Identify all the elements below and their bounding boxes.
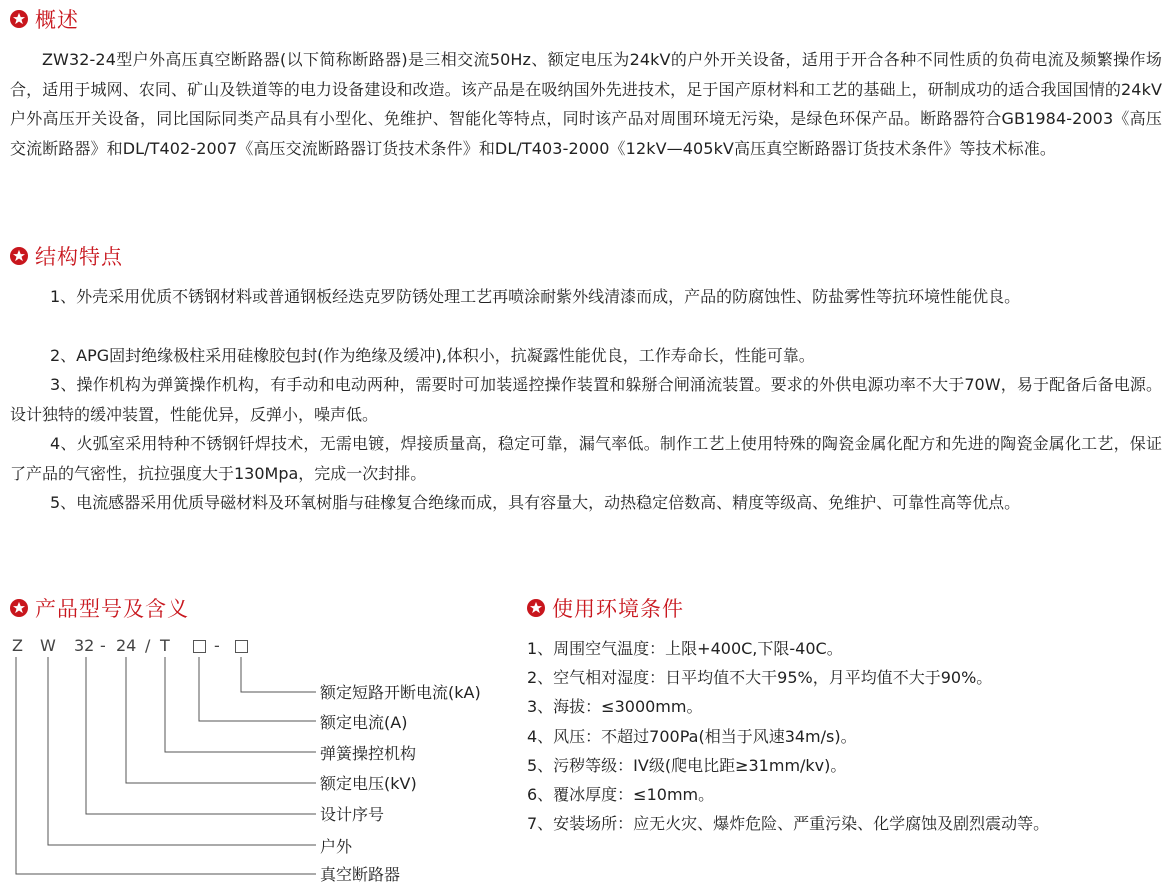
legend-design-no: 设计序号 — [320, 805, 385, 824]
structure-heading-text: 结构特点 — [35, 245, 123, 269]
code-voltage: 24 — [116, 636, 137, 655]
code-design-no: 32 — [74, 636, 95, 655]
star-icon — [10, 10, 28, 28]
overview-heading-text: 概述 — [35, 8, 79, 32]
model-heading-text: 产品型号及含义 — [35, 597, 189, 621]
list-item: 2、空气相对湿度：日平均值不大干95%，月平均值不大于90%。 — [527, 668, 993, 688]
code-w: W — [40, 636, 56, 655]
list-item: 7、安装场所：应无火灾、爆炸危险、严重污染、化学腐蚀及剧烈震动等。 — [527, 814, 1050, 834]
overview-body: ZW32-24型户外高压真空断路器(以下简称断路器)是三相交流50Hz、额定电压为24kV的户外开关设备，适用于开合各种不同性质的负荷电流及频繁操作场合，适用于城网、农同、矿山及铁道等的电力设备建设和改造。该产品是在吸纳国外先进技术，足于国产原材料和工艺的基础上，研制成功的适合我国国情的24kV户外高压开关设备，同比国际同类产品具有小型化、免维护、智能化等特点，同时该产品对周围环境无污染，是绿色环保产品。断路器符合GB1984-2003《高压交流断路器》和DL/T402-2007《高压交流断路器订货技术条件》和DL/T403-2000《12kV—405kV高压真空断路器订货技术条件》等技术标准。 — [10, 50, 1162, 158]
star-icon — [527, 599, 545, 617]
model-code-diagram — [0, 628, 520, 886]
environment-heading — [527, 594, 684, 622]
structure-item: 3、操作机构为弹簧操作机构，有手动和电动两种，需要时可加装遥控操作装置和躲掰合闸涌流装置。要求的外供电源功率不大于70W，易于配备后备电源。设计独特的缓冲装置，性能优异，反弹小，噪声低。 — [10, 375, 1162, 424]
star-icon — [10, 599, 28, 617]
legend-rated-voltage: 额定电压(kV) — [320, 774, 417, 793]
star-icon — [10, 247, 28, 265]
structure-item: 5、电流感器采用优质导磁材料及环氧树脂与硅橡复合绝缘而成，具有容量大，动热稳定倍数高、精度等级高、免维护、可靠性高等优点。 — [50, 493, 1021, 512]
list-item: 6、覆冰厚度：≤10mm。 — [527, 785, 715, 805]
structure-item: 4、火弧室采用特种不锈钢钎焊技术，无需电镀，焊接质量高，稳定可靠，漏气率低。制作工艺上使用特殊的陶瓷金属化配方和先进的陶瓷金属化工艺，保证了产品的气密性，抗拉强度大于130Mpa，完成一次封排。 — [10, 434, 1162, 483]
list-item: 5、污秽等级：IV级(爬电比距≥31mm/kv)。 — [527, 755, 847, 775]
environment-list — [527, 634, 1049, 838]
environment-heading-text: 使用环境条件 — [552, 597, 684, 621]
code-slash: / — [145, 636, 151, 655]
code-t: T — [160, 636, 170, 655]
overview-heading — [10, 5, 79, 33]
structure-heading — [10, 242, 123, 270]
code-z: Z — [12, 636, 23, 655]
legend-spring-mechanism: 弹簧操控机构 — [320, 744, 417, 763]
code-leader-lines — [0, 628, 320, 886]
list-item: 1、周围空气温度：上限+400C,下限-40C。 — [527, 639, 843, 658]
list-item: 4、风压：不超过700Pa(相当于风速34m/s)。 — [527, 726, 857, 746]
legend-vacuum-breaker: 真空断路器 — [320, 865, 401, 884]
legend-rated-current: 额定电流(A) — [320, 713, 408, 732]
code-dash-2: - — [214, 636, 220, 655]
legend-breaking-current: 额定短路开断电流(kA) — [320, 683, 481, 702]
code-dash: - — [100, 636, 106, 655]
structure-item: 1、外壳采用优质不锈钢材料或普通钢板经迭克罗防锈处理工艺再喷涂耐紫外线清漆而成，产品的防腐蚀性、防盐雾性等抗环境性能优良。 — [50, 287, 1021, 306]
list-item: 3、海拔：≤3000mm。 — [527, 697, 703, 717]
model-heading — [10, 594, 189, 622]
structure-item: 2、APG固封绝缘极柱采用硅橡胶包封(作为绝缘及缓冲),体积小，抗凝露性能优良，工作寿命长，性能可靠。 — [50, 346, 815, 365]
legend-outdoor: 户外 — [320, 837, 353, 856]
